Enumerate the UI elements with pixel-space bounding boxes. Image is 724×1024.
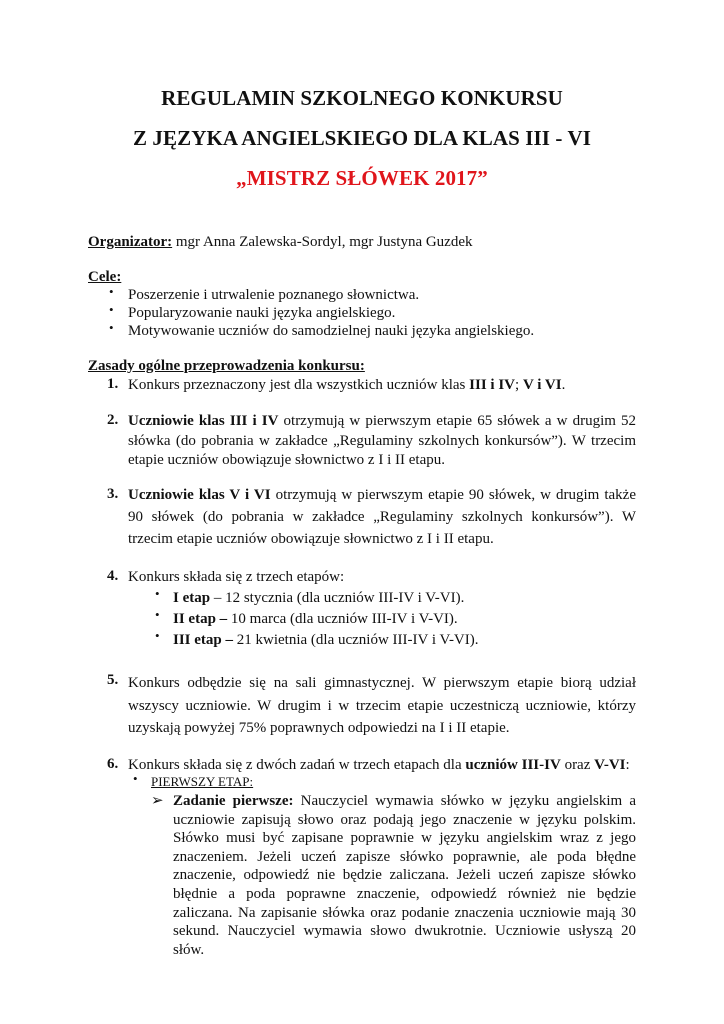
task-one-text — [173, 792, 636, 959]
stage-2-date: 10 marca (dla uczniów III-IV i V-VI). — [227, 611, 458, 627]
rule-2-part: otrzymują w pierwszym etapie 65 słówek a w drugim 52 słówka (do pobrania w zakładce „Regulaminy szkolnych konkursów”). W trzecim etapie uczniów obowiązuje słownictwo z I i II etapu. — [128, 413, 636, 468]
rule-5-text: Konkurs odbędzie się na sali gimnastycznej. W pierwszym etapie biorą udział wszyscy uczniowie. W drugim i w trzecim etapie uczestniczą uczniowie, którzy uzyskają powyżej 75% poprawnych odpowiedzi na I i II etapie. — [128, 675, 636, 736]
organizer-value: mgr Anna Zalewska-Sordyl, mgr Justyna Guzdek — [172, 234, 473, 250]
rule-1-bold: III i IV — [469, 377, 516, 393]
task-one-label: Zadanie pierwsze: — [173, 793, 294, 809]
rule-4-text: Konkurs składa się z trzech etapów: — [128, 569, 345, 585]
rule-6-part: Konkurs składa się z dwóch zadań w trzech etapach dla — [128, 757, 466, 773]
title-line-3: „MISTRZ SŁÓWEK 2017” — [236, 166, 488, 190]
organizer-line — [88, 233, 473, 252]
stage-2-label: II etap – — [173, 611, 228, 627]
rule-2-bold: Uczniowie klas III i IV — [128, 413, 279, 429]
rule-3-bold: Uczniowie klas V i VI — [128, 487, 271, 503]
bullet-icon: • — [155, 607, 160, 622]
rule-5-number: 5. — [107, 672, 119, 688]
rules-heading: Zasady ogólne przeprowadzenia konkursu: — [88, 358, 365, 374]
rule-3-text — [128, 484, 636, 550]
rule-4-number: 4. — [107, 568, 119, 584]
stage-3-date: 21 kwietnia (dla uczniów III-IV i V-VI). — [233, 632, 479, 648]
bullet-icon: • — [109, 320, 114, 335]
goal-item-2: Popularyzowanie nauki języka angielskiego. — [128, 305, 396, 321]
bullet-icon: • — [155, 586, 160, 601]
rule-1-part: Konkurs przeznaczony jest dla wszystkich uczniów klas — [128, 377, 470, 393]
rule-1-number: 1. — [107, 376, 119, 392]
rule-1-text — [128, 376, 565, 395]
bullet-icon: • — [109, 302, 114, 317]
rule-1-part: ; — [515, 377, 523, 393]
rule-1-part: . — [561, 377, 566, 393]
rule-6-bold: uczniów III-IV — [465, 757, 561, 773]
stage-item-1 — [173, 589, 464, 608]
rule-6-part: : — [625, 757, 630, 773]
organizer-label: Organizator: — [88, 234, 173, 250]
rule-3-part: otrzymują w pierwszym etapie 90 słówek, w drugim także 90 słówek (do pobrania w zakładce „Regulaminy szkolnych konkursów”). W trzecim etapie uczniów obowiązuje słownictwo z I i II etapu. — [128, 487, 636, 547]
rule-3-number: 3. — [107, 486, 119, 502]
stage-item-3 — [173, 631, 479, 650]
goal-item-1: Poszerzenie i utrwalenie poznanego słownictwa. — [128, 287, 420, 303]
goals-heading: Cele: — [88, 269, 122, 285]
rule-2-text — [128, 412, 636, 471]
rule-6-text — [128, 756, 630, 775]
stage-item-2 — [173, 610, 458, 629]
bullet-icon: • — [133, 771, 138, 786]
rule-1-bold: V i VI — [522, 377, 562, 393]
stage-1-date: – 12 stycznia (dla uczniów III-IV i V-VI). — [210, 590, 465, 606]
stage-3-label: III etap – — [173, 632, 234, 648]
stage-1-label: I etap — [173, 590, 211, 606]
rule-2-number: 2. — [107, 412, 119, 428]
rule-6-bold: V-VI — [594, 757, 626, 773]
bullet-icon: • — [109, 284, 114, 299]
arrow-bullet-icon: ➢ — [151, 793, 164, 809]
bullet-icon: • — [155, 628, 160, 643]
first-stage-label: PIERWSZY ETAP: — [151, 774, 254, 789]
rule-6-number: 6. — [107, 756, 119, 772]
goal-item-3: Motywowanie uczniów do samodzielnej nauki języka angielskiego. — [128, 323, 535, 339]
rule-6-part: oraz — [560, 757, 595, 773]
title-line-1: REGULAMIN SZKOLNEGO KONKURSU — [161, 86, 563, 110]
title-line-2: Z JĘZYKA ANGIELSKIEGO DLA KLAS III - VI — [132, 126, 592, 150]
task-one-description: Nauczyciel wymawia słówko w języku angielskim a uczniowie zapisują słowo oraz podają jego znaczenie w języku polskim. Słówko musi być zapisane poprawnie w języku angielskim wraz z jego znaczeniem. Jeżeli uczeń zapisze słówko poprawnie, ale poda błędne znaczenie, odpowiedź nie będzie zaliczana. Jeżeli uczeń zapisze słówko błędnie a poda poprawne znaczenie, odpowiedź również nie będzie zaliczana. Na zapisanie słówka oraz podanie znaczenia uczniowie mają 30 sekund. Nauczyciel wymawia słowo dwukrotnie. Uczniowie usłyszą 20 słów. — [173, 793, 636, 958]
